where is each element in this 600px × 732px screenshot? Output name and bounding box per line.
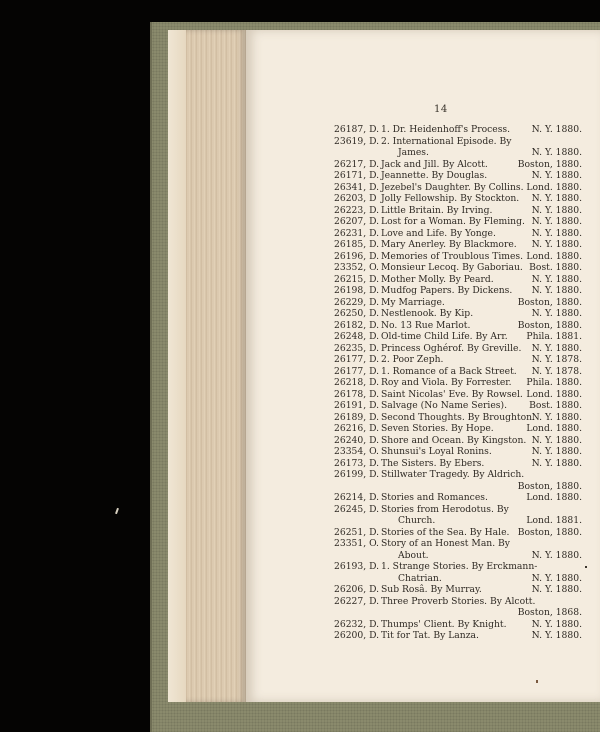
- catalog-number: 26173, D.: [334, 457, 380, 469]
- catalog-entry: [334, 170, 582, 182]
- catalog-entry: [334, 366, 582, 378]
- entry-title: Shunsui's Loyal Ronins.: [381, 446, 492, 457]
- catalog-entry: [334, 561, 582, 573]
- catalog-entry: [334, 527, 582, 539]
- catalog-number: 26216, D.: [334, 423, 380, 434]
- entry-title: Princess Oghérof. By Greville.: [381, 342, 522, 354]
- catalog-entry: [334, 377, 582, 389]
- catalog-number: 26250, D.: [334, 308, 380, 319]
- entry-place-year: Boston, 1868.: [517, 607, 582, 618]
- catalog-entry: [334, 193, 582, 205]
- entry-place-year: Boston, 1880.: [517, 526, 582, 538]
- catalog-entry: [334, 216, 582, 228]
- catalog-entry: [334, 159, 582, 171]
- entry-place-year: Lond. 1880.: [526, 250, 582, 262]
- entry-title: Chatrian.: [398, 572, 442, 584]
- catalog-entry: [334, 343, 582, 355]
- catalog-entry: [334, 136, 582, 148]
- entry-title: Second Thoughts. By Broughton.: [381, 411, 535, 423]
- catalog-entry: [334, 320, 582, 332]
- page-edge-strip: [168, 30, 186, 702]
- entry-place-year: N. Y. 1880.: [531, 193, 582, 204]
- speck-mark: [115, 508, 119, 514]
- speck-mark: [585, 566, 587, 568]
- catalog-entry: [334, 124, 582, 136]
- entry-title: No. 13 Rue Marlot.: [381, 319, 471, 331]
- catalog-number: 23619, D.: [334, 135, 380, 147]
- catalog-entry: [334, 584, 582, 596]
- entry-place-year: N. Y. 1880.: [531, 170, 582, 181]
- entry-place-year: N. Y. 1880.: [531, 549, 582, 561]
- entry-place-year: N. Y. 1880.: [531, 584, 582, 595]
- catalog-entry: [334, 435, 582, 447]
- catalog-entry: [334, 481, 582, 493]
- catalog-entry: [334, 308, 582, 320]
- entry-title: 1. Dr. Heidenhoff's Process.: [381, 124, 511, 135]
- entry-place-year: N. Y. 1880.: [531, 446, 582, 457]
- catalog-entry: [334, 251, 582, 263]
- catalog-number: 26187, D.: [334, 124, 380, 135]
- entry-place-year: N. Y. 1880.: [531, 227, 582, 239]
- catalog-number: 26185, D.: [334, 239, 380, 250]
- entry-place-year: Boston, 1880.: [517, 158, 582, 170]
- entry-place-year: Lond. 1881.: [526, 515, 582, 526]
- catalog-number: 26240, D.: [334, 434, 380, 446]
- entry-place-year: N. Y. 1880.: [531, 124, 582, 135]
- catalog-entry: [334, 285, 582, 297]
- entry-title: Memories of Troublous Times.: [381, 250, 524, 262]
- catalog-number: 23351, O.: [334, 538, 379, 549]
- entry-place-year: N. Y. 1880.: [531, 572, 582, 584]
- catalog-number: 26199, D.: [334, 469, 380, 480]
- catalog-number: 26171, D.: [334, 170, 380, 181]
- catalog-number: 26231, D.: [334, 227, 380, 239]
- catalog-number: 26200, D.: [334, 630, 380, 641]
- catalog-entry: [334, 400, 582, 412]
- entry-place-year: Lond. 1880.: [526, 492, 582, 503]
- catalog-number: 26215, D.: [334, 273, 380, 285]
- catalog-entry: [334, 389, 582, 401]
- catalog-number: 26341, D.: [334, 181, 380, 193]
- catalog-number: 26223, D.: [334, 204, 380, 216]
- entry-title: Old-time Child Life. By Arr.: [381, 331, 508, 342]
- entry-title: Stillwater Tragedy. By Aldrich.: [381, 469, 525, 480]
- entry-title: Seven Stories. By Hope.: [381, 423, 494, 434]
- page-number: 14: [434, 104, 448, 115]
- catalog-entry: [334, 182, 582, 194]
- catalog-number: 26227, D.: [334, 595, 380, 607]
- catalog-entry: [334, 596, 582, 608]
- entry-title: Stories of the Sea. By Hale.: [381, 526, 510, 538]
- entry-title: Mother Molly. By Peard.: [381, 273, 494, 285]
- catalog-number: 26245, D.: [334, 503, 380, 515]
- entry-title: Lost for a Woman. By Fleming.: [381, 216, 525, 227]
- catalog-number: 26177, D.: [334, 354, 380, 365]
- catalog-entry: [334, 239, 582, 251]
- catalog-number: 26248, D.: [334, 331, 380, 342]
- entry-place-year: N. Y. 1880.: [531, 204, 582, 216]
- catalog-number: 26178, D.: [334, 388, 380, 400]
- entry-place-year: Lond. 1880.: [526, 181, 582, 193]
- catalog-entry: [334, 573, 582, 585]
- entry-place-year: Lond. 1880.: [526, 388, 582, 400]
- entry-title: Little Britain. By Irving.: [381, 204, 493, 216]
- entry-title: Love and Life. By Yonge.: [381, 227, 496, 239]
- catalog-number: 26191, D.: [334, 400, 380, 411]
- entry-title: 2. International Episode. By: [381, 135, 512, 147]
- entry-place-year: N. Y. 1880.: [531, 630, 582, 641]
- catalog-number: 26182, D.: [334, 319, 380, 331]
- catalog-number: 26193, D.: [334, 561, 380, 572]
- entry-title: Stories from Herodotus. By: [381, 503, 509, 515]
- entry-title: Jack and Jill. By Alcott.: [381, 158, 488, 170]
- catalog-number: 26251, D.: [334, 526, 380, 538]
- catalog-number: 26235, D.: [334, 342, 380, 354]
- entry-place-year: N. Y. 1880.: [531, 434, 582, 446]
- entry-title: Saint Nicolas' Eve. By Rowsel.: [381, 388, 523, 400]
- entry-title: Story of an Honest Man. By: [381, 538, 510, 549]
- entry-place-year: N. Y. 1880.: [531, 285, 582, 296]
- entry-title: Salvage (No Name Series).: [381, 400, 507, 411]
- entry-place-year: Bost. 1880.: [529, 400, 582, 411]
- entry-title: Mudfog Papers. By Dickens.: [381, 285, 513, 296]
- catalog-entry: [334, 147, 582, 159]
- entry-title: Jolly Fellowship. By Stockton.: [381, 193, 520, 204]
- entry-place-year: Phila. 1881.: [526, 331, 582, 342]
- catalog-entry: [334, 205, 582, 217]
- catalog-number: 23352, O.: [334, 262, 379, 273]
- catalog-entry: [334, 354, 582, 366]
- entry-place-year: N. Y. 1878.: [531, 354, 582, 365]
- entry-place-year: N. Y. 1880.: [531, 308, 582, 319]
- catalog-entry: [334, 630, 582, 642]
- entry-place-year: Boston, 1880.: [517, 296, 582, 308]
- entry-place-year: Phila. 1880.: [526, 377, 582, 388]
- entry-title: Mary Anerley. By Blackmore.: [381, 239, 517, 250]
- catalog-entry: [334, 538, 582, 550]
- entry-place-year: Boston, 1880.: [517, 319, 582, 331]
- catalog-number: 26207, D.: [334, 216, 380, 227]
- catalog-entry: [334, 446, 582, 458]
- entry-title: Sub Rosâ. By Murray.: [381, 584, 482, 595]
- entry-place-year: N. Y. 1880.: [531, 216, 582, 227]
- entry-title: Nestlenook. By Kip.: [381, 308, 474, 319]
- entry-title: Tit for Tat. By Lanza.: [381, 630, 479, 641]
- catalog-entry: [334, 412, 582, 424]
- entry-title: Roy and Viola. By Forrester.: [381, 377, 512, 388]
- entry-place-year: Lond. 1880.: [526, 423, 582, 434]
- entry-title: Jeannette. By Douglas.: [381, 170, 488, 181]
- catalog-number: 26198, D.: [334, 285, 380, 296]
- entry-title: Thumps' Client. By Knight.: [381, 618, 507, 630]
- entry-place-year: Boston, 1880.: [517, 480, 582, 492]
- entry-place-year: N. Y. 1880.: [531, 147, 582, 158]
- catalog-entry: [334, 469, 582, 481]
- entry-place-year: N. Y. 1880.: [531, 239, 582, 250]
- catalog-entry: [334, 458, 582, 470]
- entry-title: Church.: [398, 515, 436, 526]
- catalog-entry: [334, 619, 582, 631]
- entry-place-year: N. Y. 1880.: [531, 411, 582, 423]
- entry-place-year: N. Y. 1878.: [531, 365, 582, 377]
- entry-title: Three Proverb Stories. By Alcott.: [381, 595, 536, 607]
- entry-title: My Marriage.: [381, 296, 445, 308]
- catalog-entry: [334, 274, 582, 286]
- speck-mark: [536, 680, 538, 683]
- entry-title: About.: [398, 549, 429, 561]
- entry-title: James.: [398, 147, 429, 158]
- entry-place-year: N. Y. 1880.: [531, 342, 582, 354]
- entry-title: Monsieur Lecoq. By Gaboriau.: [381, 262, 523, 273]
- catalog-entry: [334, 515, 582, 527]
- entry-title: Shore and Ocean. By Kingston.: [381, 434, 527, 446]
- catalog-number: 26196, D.: [334, 250, 380, 262]
- catalog-entry: [334, 297, 582, 309]
- catalog-number: 26177, D.: [334, 365, 380, 377]
- entry-place-year: N. Y. 1880.: [531, 618, 582, 630]
- entry-title: Jezebel's Daughter. By Collins.: [381, 181, 524, 193]
- catalog-entry: [334, 492, 582, 504]
- catalog-entry: [334, 504, 582, 516]
- catalog-number: 26206, D.: [334, 584, 380, 595]
- catalog-entry: [334, 550, 582, 562]
- catalog-entry: [334, 228, 582, 240]
- catalog-number: 26229, D.: [334, 296, 380, 308]
- entry-title: 1. Romance of a Back Street.: [381, 365, 517, 377]
- entry-title: The Sisters. By Ebers.: [381, 457, 485, 469]
- catalog-entry: [334, 262, 582, 274]
- catalog-entry: [334, 423, 582, 435]
- entry-title: Stories and Romances.: [381, 492, 488, 503]
- catalog-number: 26217, D.: [334, 158, 380, 170]
- entry-title: 2. Poor Zeph.: [381, 354, 444, 365]
- entry-title: 1. Strange Stories. By Erckmann-: [381, 561, 538, 572]
- entry-place-year: N. Y. 1880.: [531, 273, 582, 285]
- catalog-number: 26232, D.: [334, 618, 380, 630]
- catalog-number: 26214, D.: [334, 492, 380, 503]
- catalog-entry: [334, 607, 582, 619]
- catalog-number: 26189, D.: [334, 411, 380, 423]
- catalog-list: [334, 124, 582, 642]
- catalog-entry: [334, 331, 582, 343]
- catalog-number: 26218, D.: [334, 377, 380, 388]
- entry-place-year: N. Y. 1880.: [531, 457, 582, 469]
- catalog-number: 23354, O.: [334, 446, 379, 457]
- entry-place-year: Bost. 1880.: [529, 262, 582, 273]
- catalog-number: 26203, D: [334, 193, 377, 204]
